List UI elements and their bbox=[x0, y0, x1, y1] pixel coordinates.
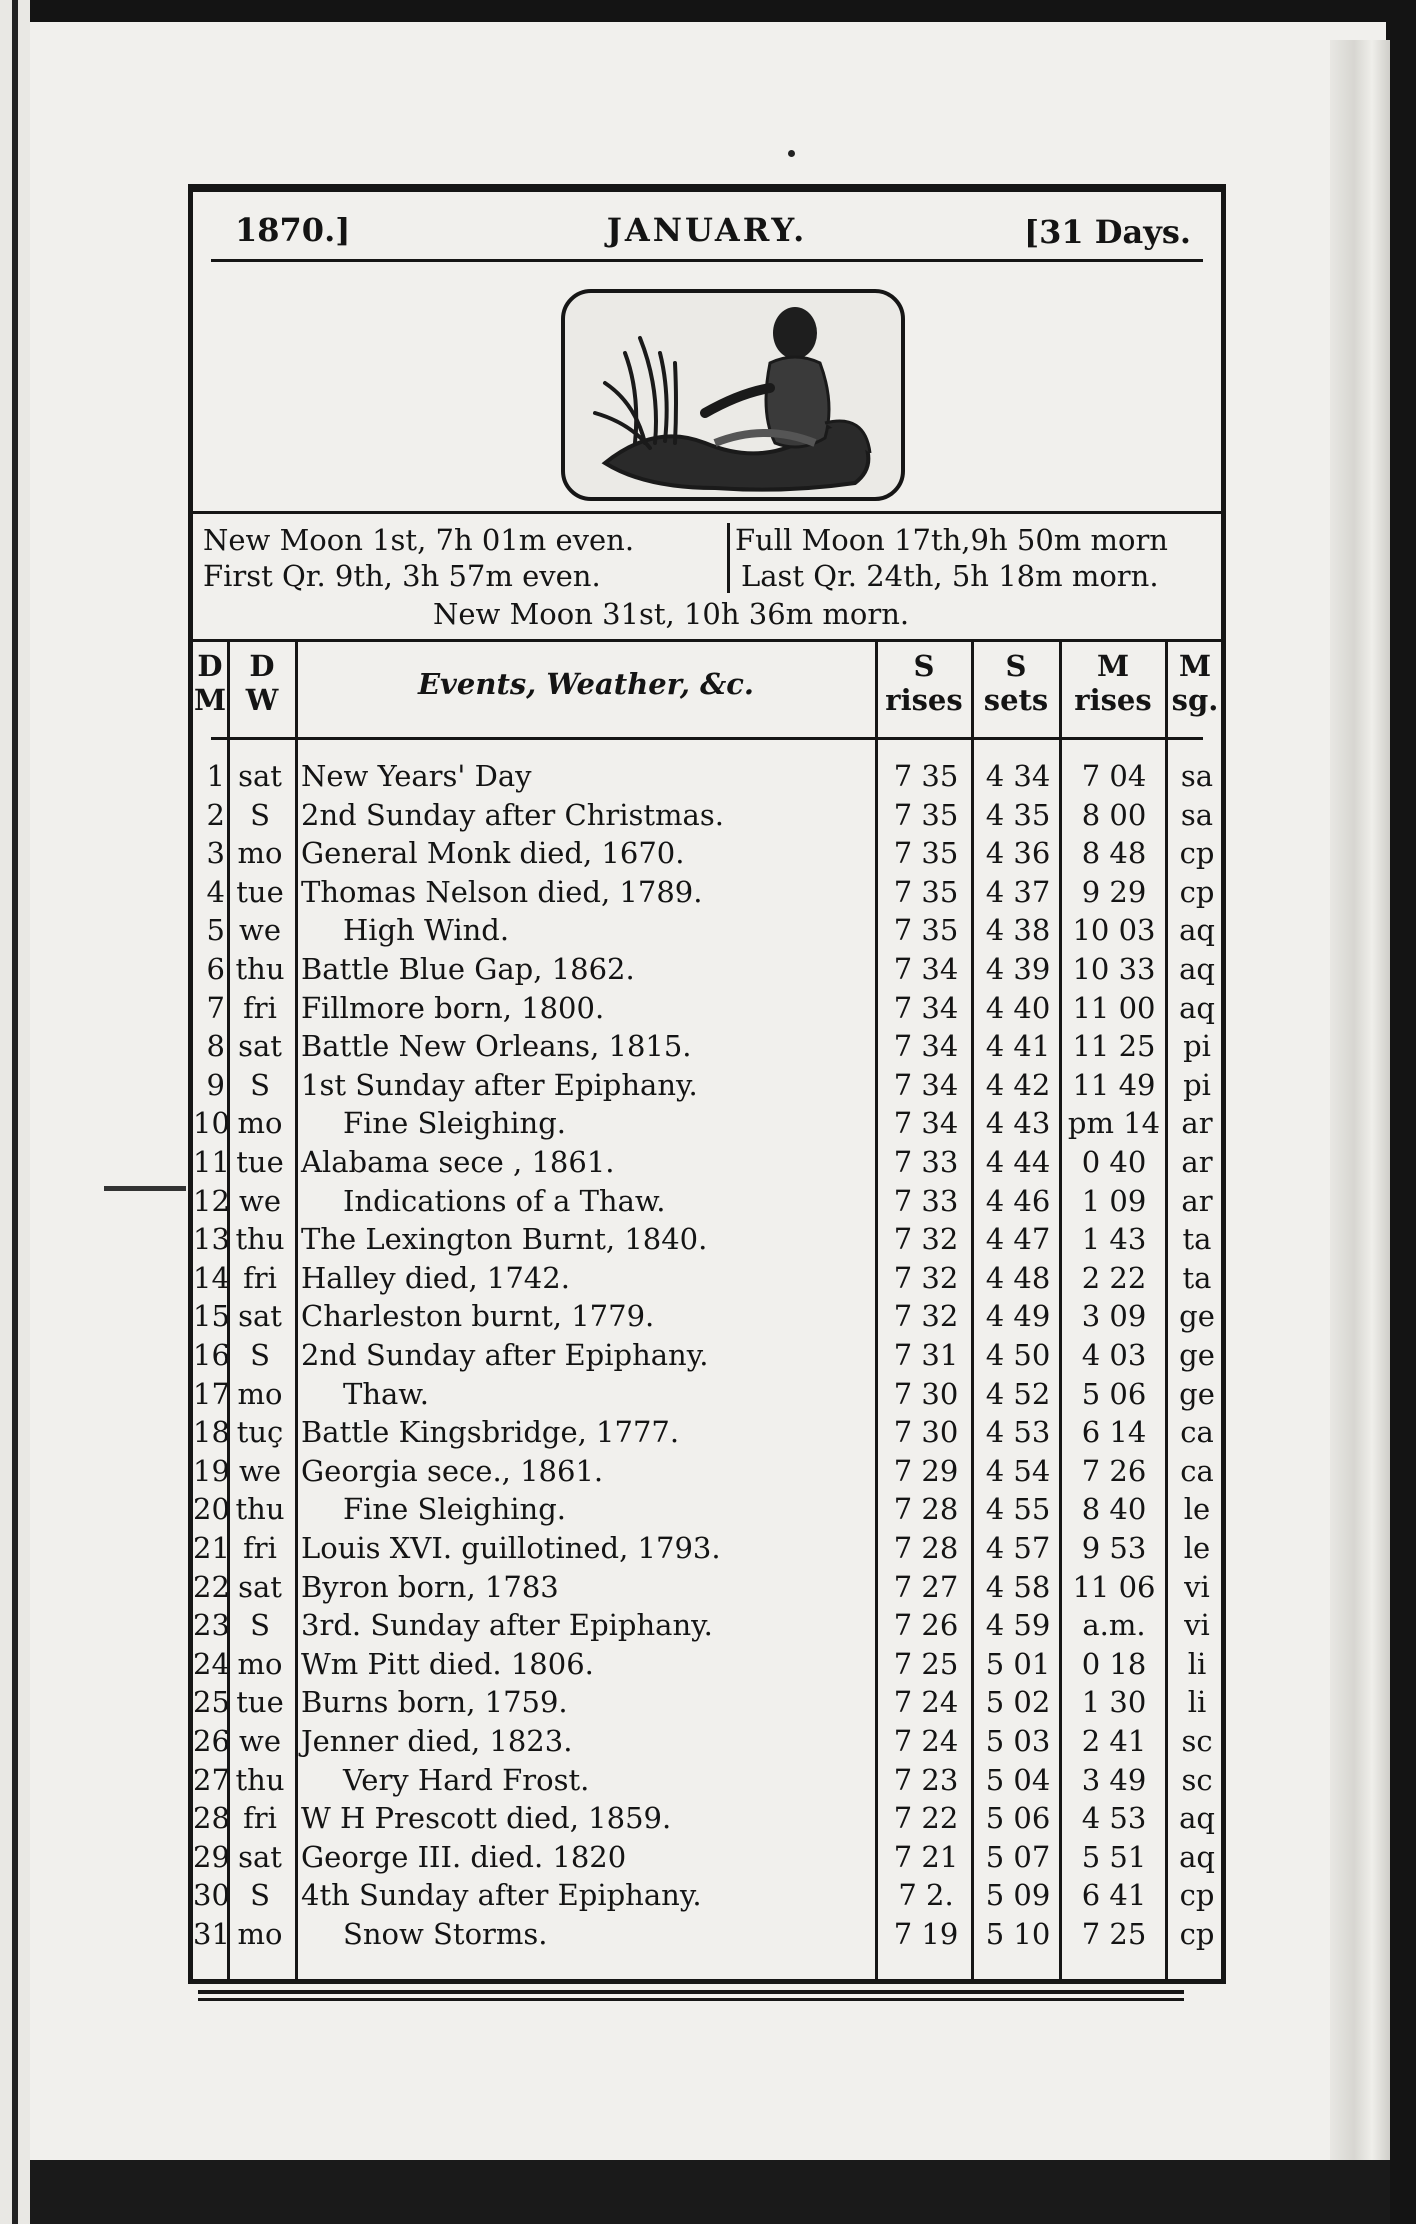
header-sun-sets bbox=[973, 649, 1059, 717]
header-bottom-rule bbox=[211, 737, 1203, 740]
table-top-rule bbox=[193, 639, 1221, 642]
moon-sign: pi bbox=[1183, 1067, 1211, 1102]
sun-sets: 5 03 bbox=[985, 1724, 1051, 1758]
moon-sign: sc bbox=[1181, 1762, 1213, 1797]
sun-rises: 7 34 bbox=[893, 990, 959, 1025]
moon-rises: 7 04 bbox=[1081, 759, 1147, 793]
moon-rises: 10 33 bbox=[1072, 952, 1156, 986]
moon-rises: 9 29 bbox=[1081, 874, 1147, 909]
sun-rises: 7 19 bbox=[893, 1917, 959, 1951]
event-text: Halley died, 1742. bbox=[301, 1260, 570, 1295]
day-of-month: 22 bbox=[193, 1569, 230, 1604]
day-of-month: 2 bbox=[206, 797, 225, 832]
event-text: Battle Blue Gap, 1862. bbox=[301, 952, 635, 986]
day-of-week: S bbox=[250, 1878, 270, 1913]
sun-rises: 7 35 bbox=[893, 913, 959, 948]
event-text: Georgia sece., 1861. bbox=[301, 1453, 604, 1488]
moon-sign: vi bbox=[1184, 1608, 1210, 1643]
day-of-week: tuç bbox=[236, 1415, 284, 1450]
table-row bbox=[193, 1297, 1221, 1336]
day-of-month: 7 bbox=[206, 990, 225, 1025]
event-text: New Years' Day bbox=[301, 759, 532, 793]
moon-rises: 11 25 bbox=[1072, 1029, 1156, 1064]
day-of-month: 16 bbox=[193, 1338, 230, 1372]
moon-rises: 8 40 bbox=[1081, 1492, 1147, 1527]
day-of-week: we bbox=[239, 1724, 281, 1758]
moon-top-rule bbox=[193, 511, 1221, 514]
event-text: Battle Kingsbridge, 1777. bbox=[301, 1415, 680, 1450]
header-dw-bottom: W bbox=[245, 683, 279, 717]
day-of-month: 29 bbox=[193, 1839, 230, 1874]
day-of-month: 12 bbox=[193, 1183, 230, 1218]
event-text: W H Prescott died, 1859. bbox=[301, 1801, 672, 1836]
moon-sign: ar bbox=[1181, 1106, 1213, 1141]
header-dw bbox=[229, 649, 295, 717]
day-of-month: 3 bbox=[206, 836, 225, 871]
moon-rises: 6 14 bbox=[1081, 1415, 1147, 1450]
moon-rises: 0 40 bbox=[1081, 1145, 1147, 1179]
day-of-week: tue bbox=[236, 874, 284, 909]
table-row bbox=[193, 1645, 1221, 1684]
sun-sets: 5 10 bbox=[985, 1917, 1051, 1951]
moon-rises: 8 00 bbox=[1081, 797, 1147, 832]
moon-rises: 4 53 bbox=[1081, 1801, 1147, 1836]
event-text: The Lexington Burnt, 1840. bbox=[301, 1222, 708, 1257]
moon-sign: ca bbox=[1180, 1415, 1214, 1450]
event-text: Snow Storms. bbox=[343, 1917, 548, 1951]
day-of-month: 27 bbox=[193, 1762, 230, 1797]
day-of-month: 17 bbox=[193, 1376, 230, 1411]
top-rule bbox=[193, 189, 1221, 192]
table-row bbox=[193, 1182, 1221, 1221]
moon-sign: sa bbox=[1180, 759, 1214, 793]
moon-rises: 1 43 bbox=[1081, 1222, 1147, 1257]
day-of-week: S bbox=[250, 1608, 270, 1643]
day-of-week: mo bbox=[237, 1376, 283, 1411]
day-of-week: sat bbox=[238, 1839, 282, 1874]
sun-rises: 7 23 bbox=[893, 1762, 959, 1797]
full-moon: Full Moon 17th,9h 50m morn bbox=[735, 523, 1168, 557]
day-of-month: 5 bbox=[206, 913, 225, 948]
day-of-month: 24 bbox=[193, 1646, 230, 1681]
moon-rises: 11 06 bbox=[1072, 1569, 1156, 1604]
table-row bbox=[193, 1915, 1221, 1954]
moon-sign: ar bbox=[1181, 1183, 1213, 1218]
new-moon-last: New Moon 31st, 10h 36m morn. bbox=[433, 597, 910, 631]
moon-rises: 3 09 bbox=[1081, 1299, 1147, 1334]
day-of-week: thu bbox=[235, 952, 285, 986]
moon-separator bbox=[727, 523, 730, 593]
table-row bbox=[193, 1375, 1221, 1414]
sun-rises: 7 21 bbox=[893, 1839, 959, 1874]
event-text: 4th Sunday after Epiphany. bbox=[301, 1878, 702, 1913]
day-of-week: we bbox=[239, 913, 281, 948]
sun-rises: 7 35 bbox=[893, 836, 959, 871]
header-moon-rises bbox=[1061, 649, 1165, 717]
sun-sets: 4 35 bbox=[985, 797, 1051, 832]
sun-sets: 4 43 bbox=[985, 1106, 1051, 1141]
event-text: Very Hard Frost. bbox=[343, 1762, 590, 1797]
sun-rises: 7 22 bbox=[893, 1801, 959, 1836]
moon-rises: 10 03 bbox=[1072, 913, 1156, 948]
day-of-week: fri bbox=[243, 990, 277, 1025]
last-quarter: Last Qr. 24th, 5h 18m morn. bbox=[741, 559, 1159, 593]
day-of-month: 6 bbox=[206, 952, 225, 986]
day-of-week: we bbox=[239, 1183, 281, 1218]
day-of-week: S bbox=[250, 1067, 270, 1102]
table-row bbox=[193, 796, 1221, 835]
day-of-month: 18 bbox=[193, 1415, 230, 1450]
day-of-month: 28 bbox=[193, 1801, 230, 1836]
moon-rises: 7 26 bbox=[1081, 1453, 1147, 1488]
table-row bbox=[193, 1490, 1221, 1529]
sun-sets: 5 02 bbox=[985, 1685, 1051, 1720]
sun-sets: 5 07 bbox=[985, 1839, 1051, 1874]
sun-sets: 4 39 bbox=[985, 952, 1051, 986]
sun-rises: 7 32 bbox=[893, 1222, 959, 1257]
event-text: High Wind. bbox=[343, 913, 510, 948]
day-of-month: 25 bbox=[193, 1685, 230, 1720]
moon-sign: aq bbox=[1179, 952, 1215, 986]
new-moon-first: New Moon 1st, 7h 01m even. bbox=[203, 523, 635, 557]
day-of-week: S bbox=[250, 797, 270, 832]
moon-rises: 1 09 bbox=[1081, 1183, 1147, 1218]
table-row bbox=[193, 1722, 1221, 1761]
table-row bbox=[193, 757, 1221, 796]
sun-sets: 4 40 bbox=[985, 990, 1051, 1025]
sun-rises: 7 30 bbox=[893, 1415, 959, 1450]
moon-rises: pm 14 bbox=[1067, 1106, 1161, 1141]
day-of-month: 19 bbox=[193, 1453, 230, 1488]
event-text: Fine Sleighing. bbox=[343, 1106, 567, 1141]
sun-sets: 4 57 bbox=[985, 1531, 1051, 1565]
sun-sets: 4 46 bbox=[985, 1183, 1051, 1218]
sun-rises: 7 25 bbox=[893, 1646, 959, 1681]
event-text: George III. died. 1820 bbox=[301, 1839, 627, 1874]
sun-sets: 4 53 bbox=[985, 1415, 1051, 1450]
moon-rises: 0 18 bbox=[1081, 1646, 1147, 1681]
table-row bbox=[193, 1761, 1221, 1800]
moon-rises: 2 22 bbox=[1081, 1260, 1147, 1295]
day-of-week: mo bbox=[237, 1646, 283, 1681]
sun-rises: 7 34 bbox=[893, 1067, 959, 1102]
moon-rises: 11 00 bbox=[1072, 990, 1156, 1025]
event-text: Thaw. bbox=[343, 1376, 429, 1411]
sun-rises: 7 35 bbox=[893, 874, 959, 909]
header-dm-top: D bbox=[197, 649, 223, 683]
header-sun-rises bbox=[877, 649, 971, 717]
table-row bbox=[193, 1066, 1221, 1105]
moon-sign: ge bbox=[1179, 1299, 1215, 1334]
sun-sets: 4 38 bbox=[985, 913, 1051, 948]
header-sun-sets-bottom: sets bbox=[983, 683, 1049, 717]
moon-sign: cp bbox=[1179, 1878, 1215, 1913]
header-events: Events, Weather, &c. bbox=[417, 667, 755, 701]
day-of-week: tue bbox=[236, 1145, 284, 1179]
day-of-week: mo bbox=[237, 836, 283, 871]
day-of-week: S bbox=[250, 1338, 270, 1372]
day-of-month: 30 bbox=[193, 1878, 230, 1913]
sun-rises: 7 26 bbox=[893, 1608, 959, 1643]
sun-sets: 5 04 bbox=[985, 1762, 1051, 1797]
moon-sign: ta bbox=[1182, 1222, 1212, 1257]
event-text: Louis XVI. guillotined, 1793. bbox=[301, 1531, 721, 1565]
sun-rises: 7 2. bbox=[898, 1878, 954, 1913]
day-of-month: 15 bbox=[193, 1299, 230, 1334]
moon-sign: aq bbox=[1179, 913, 1215, 948]
table-row bbox=[193, 950, 1221, 989]
table-row bbox=[193, 1606, 1221, 1645]
header-dw-top: D bbox=[249, 649, 275, 683]
event-text: 2nd Sunday after Christmas. bbox=[301, 797, 724, 832]
moon-sign: vi bbox=[1184, 1569, 1210, 1604]
header-year: 1870.] bbox=[235, 211, 351, 249]
header-moon-rises-top: M bbox=[1096, 649, 1130, 683]
event-text: 3rd. Sunday after Epiphany. bbox=[301, 1608, 713, 1643]
first-quarter: First Qr. 9th, 3h 57m even. bbox=[203, 559, 601, 593]
table-row bbox=[193, 1027, 1221, 1066]
sun-sets: 4 37 bbox=[985, 874, 1051, 909]
moon-rises: 1 30 bbox=[1081, 1685, 1147, 1720]
day-of-month: 1 bbox=[206, 759, 225, 793]
day-of-week: sat bbox=[238, 1569, 282, 1604]
day-of-month: 20 bbox=[193, 1492, 230, 1527]
table-row bbox=[193, 1413, 1221, 1452]
sun-rises: 7 32 bbox=[893, 1299, 959, 1334]
moon-sign: cp bbox=[1179, 1917, 1215, 1951]
moon-rises: 7 25 bbox=[1081, 1917, 1147, 1951]
sun-sets: 4 54 bbox=[985, 1453, 1051, 1488]
moon-sign: ta bbox=[1182, 1260, 1212, 1295]
sun-rises: 7 28 bbox=[893, 1492, 959, 1527]
header-moon-sign-bottom: sg. bbox=[1171, 683, 1219, 717]
day-of-week: sat bbox=[238, 759, 282, 793]
header-month: JANUARY. bbox=[606, 211, 808, 249]
sun-rises: 7 32 bbox=[893, 1260, 959, 1295]
sun-sets: 4 36 bbox=[985, 836, 1051, 871]
day-of-month: 21 bbox=[193, 1531, 230, 1565]
event-text: Indications of a Thaw. bbox=[343, 1183, 666, 1218]
sun-sets: 4 59 bbox=[985, 1608, 1051, 1643]
header-sun-rises-top: S bbox=[913, 649, 935, 683]
moon-sign: aq bbox=[1179, 1801, 1215, 1836]
sun-sets: 4 58 bbox=[985, 1569, 1051, 1604]
sun-sets: 4 52 bbox=[985, 1376, 1051, 1411]
moon-sign: li bbox=[1187, 1646, 1207, 1681]
table-row bbox=[193, 1104, 1221, 1143]
day-of-month: 13 bbox=[193, 1222, 230, 1257]
sun-rises: 7 34 bbox=[893, 1106, 959, 1141]
sun-sets: 4 42 bbox=[985, 1067, 1051, 1102]
moon-sign: ge bbox=[1179, 1376, 1215, 1411]
reclining-figure-illustration-icon bbox=[561, 289, 905, 501]
sun-sets: 4 41 bbox=[985, 1029, 1051, 1064]
header-moon-rises-bottom: rises bbox=[1074, 683, 1152, 717]
moon-sign: le bbox=[1183, 1492, 1211, 1527]
day-of-week: thu bbox=[235, 1762, 285, 1797]
event-text: Fine Sleighing. bbox=[343, 1492, 567, 1527]
sun-rises: 7 35 bbox=[893, 797, 959, 832]
moon-sign: ar bbox=[1181, 1145, 1213, 1179]
day-of-week: we bbox=[239, 1453, 281, 1488]
day-of-week: thu bbox=[235, 1222, 285, 1257]
sun-rises: 7 28 bbox=[893, 1531, 959, 1565]
moon-rises: 5 06 bbox=[1081, 1376, 1147, 1411]
day-of-week: tue bbox=[236, 1685, 284, 1720]
moon-sign: pi bbox=[1183, 1029, 1211, 1064]
sun-sets: 4 34 bbox=[985, 759, 1051, 793]
moon-sign: cp bbox=[1179, 836, 1215, 871]
event-text: Charleston burnt, 1779. bbox=[301, 1299, 655, 1334]
day-of-month: 9 bbox=[206, 1067, 225, 1102]
bottom-rule-thick bbox=[198, 1990, 1184, 1994]
event-text: Alabama sece , 1861. bbox=[301, 1145, 615, 1179]
moon-sign: sc bbox=[1181, 1724, 1213, 1758]
page-right-edge bbox=[1330, 40, 1390, 2160]
moon-sign: ge bbox=[1179, 1338, 1215, 1372]
moon-rises: 3 49 bbox=[1081, 1762, 1147, 1797]
header-moon-sign-top: M bbox=[1178, 649, 1212, 683]
sun-rises: 7 29 bbox=[893, 1453, 959, 1488]
header-moon-sign bbox=[1167, 649, 1223, 717]
moon-sign: cp bbox=[1179, 874, 1215, 909]
sun-sets: 4 48 bbox=[985, 1260, 1051, 1295]
table-row bbox=[193, 1529, 1221, 1568]
sun-sets: 5 09 bbox=[985, 1878, 1051, 1913]
sun-rises: 7 24 bbox=[893, 1724, 959, 1758]
header-sun-rises-bottom: rises bbox=[885, 683, 963, 717]
table-row bbox=[193, 1259, 1221, 1298]
moon-rises: 4 03 bbox=[1081, 1338, 1147, 1372]
page-header bbox=[193, 207, 1221, 257]
table-row bbox=[193, 989, 1221, 1028]
day-of-month: 14 bbox=[193, 1260, 230, 1295]
sun-sets: 4 55 bbox=[985, 1492, 1051, 1527]
moon-rises: 2 41 bbox=[1081, 1724, 1147, 1758]
sun-rises: 7 31 bbox=[893, 1338, 959, 1372]
sun-rises: 7 24 bbox=[893, 1685, 959, 1720]
header-sun-sets-top: S bbox=[1005, 649, 1027, 683]
day-of-month: 26 bbox=[193, 1724, 230, 1758]
header-days: [31 Days. bbox=[1023, 213, 1191, 251]
calendar-page bbox=[188, 184, 1226, 1984]
moon-rises: 5 51 bbox=[1081, 1839, 1147, 1874]
moon-rises: 6 41 bbox=[1081, 1878, 1147, 1913]
bottom-rule-thin bbox=[198, 1998, 1184, 2001]
event-text: Thomas Nelson died, 1789. bbox=[301, 874, 703, 909]
day-of-month: 10 bbox=[193, 1106, 230, 1141]
table-row bbox=[193, 834, 1221, 873]
table-row bbox=[193, 911, 1221, 950]
sun-sets: 4 44 bbox=[985, 1145, 1051, 1179]
day-of-week: sat bbox=[238, 1299, 282, 1334]
table-row bbox=[193, 1452, 1221, 1491]
table-row bbox=[193, 1876, 1221, 1915]
table-row bbox=[193, 1838, 1221, 1877]
day-of-month: 23 bbox=[193, 1608, 230, 1643]
day-of-month: 8 bbox=[206, 1029, 225, 1064]
moon-sign: aq bbox=[1179, 990, 1215, 1025]
day-of-month: 4 bbox=[206, 874, 225, 909]
header-dm bbox=[193, 649, 227, 717]
page-left-edge bbox=[0, 0, 30, 2224]
sun-sets: 4 50 bbox=[985, 1338, 1051, 1372]
event-text: General Monk died, 1670. bbox=[301, 836, 685, 871]
event-text: Byron born, 1783 bbox=[301, 1569, 559, 1604]
sun-sets: 4 47 bbox=[985, 1222, 1051, 1257]
event-text: Fillmore born, 1800. bbox=[301, 990, 605, 1025]
event-text: Jenner died, 1823. bbox=[301, 1724, 573, 1758]
sun-sets: 5 06 bbox=[985, 1801, 1051, 1836]
event-text: 1st Sunday after Epiphany. bbox=[301, 1067, 698, 1102]
ink-dot bbox=[788, 150, 795, 157]
sun-rises: 7 33 bbox=[893, 1145, 959, 1179]
table-row bbox=[193, 1683, 1221, 1722]
day-of-month: 11 bbox=[193, 1145, 230, 1179]
sun-rises: 7 33 bbox=[893, 1183, 959, 1218]
event-text: Burns born, 1759. bbox=[301, 1685, 568, 1720]
day-of-week: fri bbox=[243, 1531, 277, 1565]
day-of-week: fri bbox=[243, 1260, 277, 1295]
moon-rises: 8 48 bbox=[1081, 836, 1147, 871]
sun-sets: 4 49 bbox=[985, 1299, 1051, 1334]
day-of-week: fri bbox=[243, 1801, 277, 1836]
header-dm-bottom: M bbox=[193, 683, 227, 717]
sun-rises: 7 35 bbox=[893, 759, 959, 793]
event-text: Wm Pitt died. 1806. bbox=[301, 1646, 594, 1681]
header-rule bbox=[211, 259, 1203, 262]
table-row bbox=[193, 1220, 1221, 1259]
sun-rises: 7 30 bbox=[893, 1376, 959, 1411]
day-of-week: sat bbox=[238, 1029, 282, 1064]
vignette-drawing bbox=[565, 293, 901, 497]
moon-sign: le bbox=[1183, 1531, 1211, 1565]
event-text: 2nd Sunday after Epiphany. bbox=[301, 1338, 709, 1372]
table-row bbox=[193, 873, 1221, 912]
table-row bbox=[193, 1799, 1221, 1838]
event-text: Battle New Orleans, 1815. bbox=[301, 1029, 692, 1064]
sun-rises: 7 34 bbox=[893, 1029, 959, 1064]
sun-rises: 7 27 bbox=[893, 1569, 959, 1604]
sun-rises: 7 34 bbox=[893, 952, 959, 986]
table-row bbox=[193, 1568, 1221, 1607]
table-row bbox=[193, 1336, 1221, 1375]
moon-rises: 11 49 bbox=[1072, 1067, 1156, 1102]
moon-sign: li bbox=[1187, 1685, 1207, 1720]
moon-rises: 9 53 bbox=[1081, 1531, 1147, 1565]
moon-sign: ca bbox=[1180, 1453, 1214, 1488]
day-of-week: mo bbox=[237, 1917, 283, 1951]
table-row bbox=[193, 1143, 1221, 1182]
moon-sign: sa bbox=[1180, 797, 1214, 832]
moon-sign: aq bbox=[1179, 1839, 1215, 1874]
margin-mark bbox=[104, 1186, 186, 1191]
moon-rises: a.m. bbox=[1082, 1608, 1146, 1643]
day-of-week: thu bbox=[235, 1492, 285, 1527]
page-bottom-edge bbox=[30, 2160, 1390, 2224]
day-of-week: mo bbox=[237, 1106, 283, 1141]
day-of-month: 31 bbox=[193, 1917, 230, 1951]
sun-sets: 5 01 bbox=[985, 1646, 1051, 1681]
